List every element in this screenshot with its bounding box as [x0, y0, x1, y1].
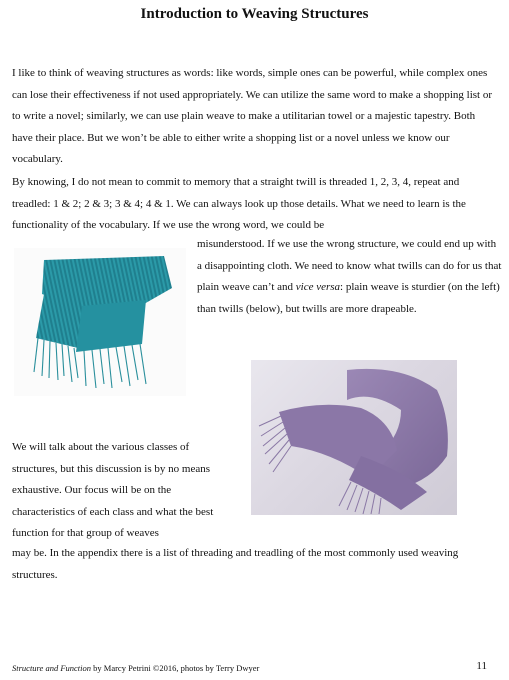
footer-book-title: Structure and Function [12, 663, 92, 673]
page-number: 11 [476, 660, 487, 672]
page-title: Introduction to Weaving Structures [140, 6, 369, 22]
paragraph-knowing-side-b: : plain weave is sturdier (on the left) than twills (below), but twills are more drapeable. [197, 281, 500, 315]
teal-plain-weave-scarf-photo [14, 248, 186, 396]
purple-twill-scarf-photo [251, 360, 457, 515]
purple-scarf-image [251, 360, 457, 515]
paragraph-classes-bottom: may be. In the appendix there is a list of threading and treadling of the most commonly used weaving structures. [12, 547, 459, 581]
paragraph-knowing-side-a: misunderstood. If we use the wrong structure, we could end up with a disappointing cloth. We need to know what twills can do for us that plain weave can’t and [197, 238, 502, 293]
paragraph-intro: I like to think of weaving structures as words: like words, simple ones can be powerful, while complex ones can lose their effectiveness if not used appropriately. We can utilize the same word to make a shopping list or to write a novel; similarly, we can use plain weave to make a utilitarian towel or a majestic tapestry. Both have their place. But we won’t be able to either write a shopping list or a novel unless we know our vocabulary. [12, 67, 493, 165]
vice-versa-emphasis: vice versa [295, 281, 341, 293]
teal-scarf-image [14, 248, 186, 396]
footer-credit-text: by Marcy Petrini ©2016, photos by Terry Dwyer [91, 663, 260, 673]
paragraph-knowing-top: By knowing, I do not mean to commit to memory that a straight twill is threaded 1, 2, 3, 4, repeat and treadled: 1 & 2; 2 & 3; 3 & 4; 4 & 1. We can always look up those details. What we need to learn is the functionality of the vocabulary. If we use the wrong word, we could be [12, 176, 466, 231]
paragraph-classes-side: We will talk about the various classes of structures, but this discussion is by no means exhaustive. Our focus will be on the characteristics of each class and what the best function for that group of weaves [12, 441, 214, 539]
footer-credit [12, 663, 259, 673]
paragraph-knowing-side [197, 234, 502, 320]
